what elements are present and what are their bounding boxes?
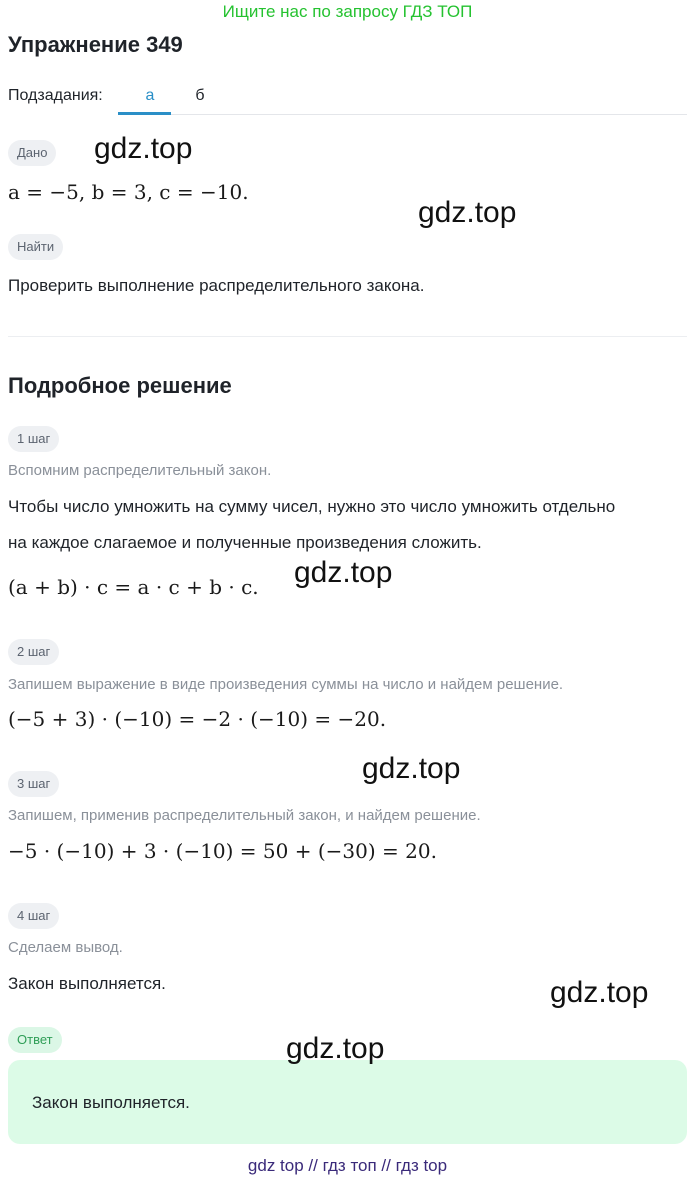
step-1-pill: 1 шаг	[8, 426, 59, 452]
footer-links[interactable]: gdz top // гдз топ // гдз top	[247, 1156, 448, 1175]
find-pill: Найти	[8, 234, 63, 260]
step-2-math: (−5 + 3) · (−10) = −2 · (−10) = −20.	[8, 707, 387, 731]
watermark: gdz.top	[550, 976, 649, 1009]
page-title: Упражнение 349	[8, 32, 183, 57]
step-3-hint: Запишем, применив распределительный закон, и найдем решение.	[8, 807, 481, 824]
step-1-text-line-2: на каждое слагаемое и полученные произведения сложить.	[8, 533, 482, 552]
tab-subtask-b[interactable]: б	[195, 87, 205, 104]
step-1-text-line-1: Чтобы число умножить на сумму чисел, нужно это число умножить отдельно	[8, 497, 616, 516]
tabs-divider	[118, 114, 687, 115]
step-1-hint: Вспомним распределительный закон.	[8, 462, 272, 479]
step-1-math: (a + b) · c = a · c + b · c.	[8, 575, 259, 599]
given-pill: Дано	[8, 140, 56, 166]
solution-heading: Подробное решение	[8, 373, 232, 398]
watermark: gdz.top	[362, 752, 461, 785]
active-tab-indicator	[118, 112, 171, 115]
step-3-math: −5 · (−10) + 3 · (−10) = 50 + (−30) = 20.	[8, 839, 437, 863]
step-4-text: Закон выполняется.	[8, 974, 166, 993]
given-math: a = −5, b = 3, c = −10.	[8, 180, 249, 204]
watermark: gdz.top	[418, 196, 517, 229]
find-text: Проверить выполнение распределительного закона.	[8, 276, 425, 295]
subtasks-label: Подзадания:	[8, 87, 103, 104]
step-2-hint: Запишем выражение в виде произведения суммы на число и найдем решение.	[8, 676, 564, 693]
section-divider	[8, 336, 687, 337]
tab-subtask-a[interactable]: а	[145, 87, 155, 104]
step-2-pill: 2 шаг	[8, 639, 59, 665]
watermark: gdz.top	[286, 1032, 385, 1065]
step-4-pill: 4 шаг	[8, 903, 59, 929]
step-4-hint: Сделаем вывод.	[8, 939, 123, 956]
answer-text: Закон выполняется.	[32, 1093, 190, 1112]
step-3-pill: 3 шаг	[8, 771, 59, 797]
watermark: gdz.top	[94, 132, 193, 165]
watermark: gdz.top	[294, 556, 393, 589]
promo-banner[interactable]: Ищите нас по запросу ГДЗ ТОП	[222, 2, 473, 21]
answer-pill: Ответ	[8, 1027, 62, 1053]
